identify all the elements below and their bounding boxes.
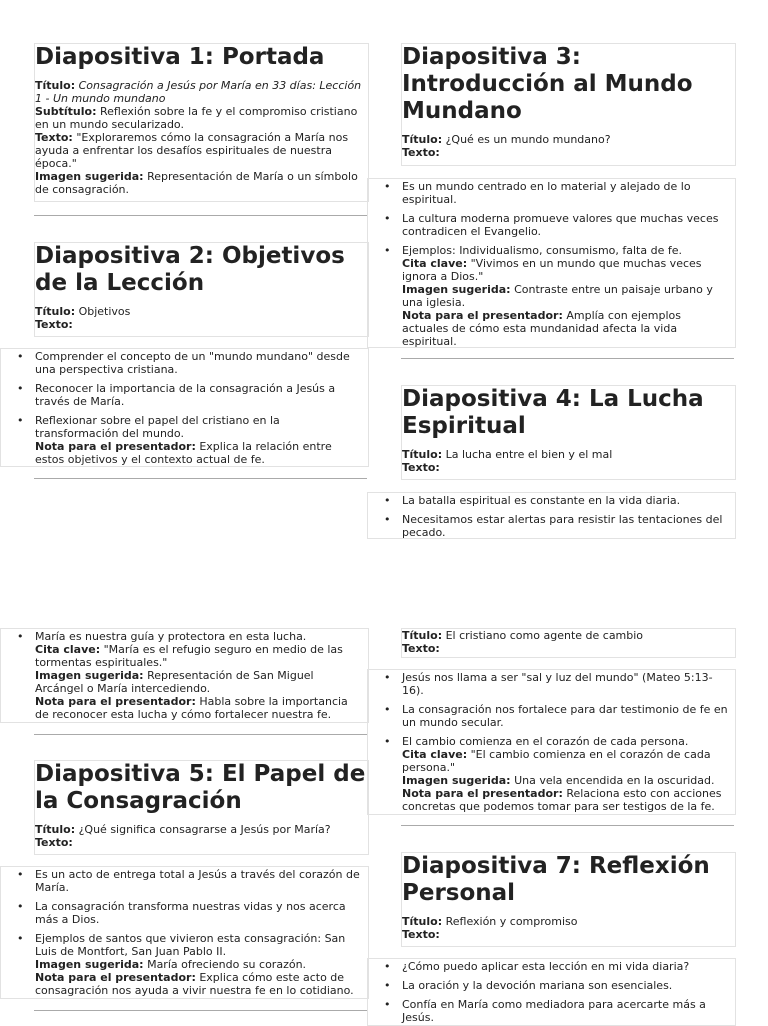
slide-7-title-row — [402, 915, 735, 928]
presenter-note-value: Amplía con ejemplos actuales de cómo esta mundanidad afecta la vida espiritual. — [402, 309, 681, 348]
key-quote-label: Cita clave: — [35, 643, 101, 656]
key-quote-value: "El cambio comienza en el corazón de cada persona." — [402, 748, 711, 774]
slide-2-title-row — [35, 305, 368, 318]
presenter-note-label: Nota para el presentador: — [402, 309, 563, 322]
image-label: Imagen sugerida: — [402, 774, 511, 787]
list-item: • Reconocer la importancia de la consagración a Jesús a través de María. — [35, 382, 360, 408]
divider — [401, 358, 734, 359]
list-item: • La oración y la devoción mariana son esenciales. — [402, 979, 732, 992]
divider — [34, 1010, 367, 1011]
text-label: Texto: — [402, 928, 440, 941]
presenter-note-value: Habla sobre la importancia de reconocer esta lucha y cómo fortalecer nuestra fe. — [35, 695, 348, 721]
slide-3-text-row — [402, 146, 735, 159]
title-value: ¿Qué significa consagrarse a Jesús por María? — [78, 823, 331, 836]
list-item: • Confía en María como mediadora para acercarte más a Jesús. — [402, 998, 732, 1024]
slide-2-header — [34, 242, 369, 337]
divider — [34, 215, 367, 216]
slide-5-text-row — [35, 836, 368, 849]
slide-1-subtitle-row — [35, 105, 368, 131]
slide-4-header — [401, 385, 736, 480]
text-value: "Exploraremos cómo la consagración a María nos ayuda a enfrentar los desafíos espirituales de nuestra época." — [35, 131, 349, 170]
list-item — [402, 735, 732, 813]
title-label: Título: — [35, 79, 76, 92]
image-label: Imagen sugerida: — [35, 170, 144, 183]
list-item-text: María es nuestra guía y protectora en esta lucha. — [35, 630, 307, 643]
list-item: • La cultura moderna promueve valores que muchas veces contradicen el Evangelio. — [402, 212, 727, 238]
slide-5-title-row — [35, 823, 368, 836]
slide-6-list — [367, 669, 736, 815]
slide-1-heading: Diapositiva 1: Portada — [35, 44, 325, 70]
slide-4-continued-list — [0, 628, 369, 723]
list-item — [35, 414, 360, 466]
slide-1-header — [34, 43, 369, 202]
slide-7-text-row — [402, 928, 735, 941]
slide-3-header — [401, 43, 736, 166]
slide-5-heading: Diapositiva 5: El Papel de la Consagración — [35, 761, 366, 814]
list-item: • Jesús nos llama a ser "sal y luz del mundo" (Mateo 5:13-16). — [402, 671, 732, 697]
slide-4-text-row — [402, 461, 735, 474]
list-item-text: El cambio comienza en el corazón de cada persona. — [402, 735, 689, 748]
slide-4-title-row — [402, 448, 735, 461]
presenter-note-value: Explica cómo este acto de consagración nos ayuda a vivir nuestra fe en lo cotidiano. — [35, 971, 354, 997]
slide-5-list — [0, 866, 369, 999]
slide-4-list — [367, 492, 736, 539]
title-label: Título: — [402, 915, 443, 928]
slide-2-text-row — [35, 318, 368, 331]
key-quote-value: "María es el refugio seguro en medio de las tormentas espirituales." — [35, 643, 343, 669]
slide-6-header — [401, 628, 736, 658]
slide-5-header — [34, 760, 369, 855]
list-item — [402, 244, 727, 348]
image-value: Representación de San Miguel Arcángel o María intercediendo. — [35, 669, 314, 695]
list-item — [35, 630, 360, 721]
text-label: Texto: — [402, 146, 440, 159]
list-item: • La consagración nos fortalece para dar testimonio de fe en un mundo secular. — [402, 703, 732, 729]
image-value: Una vela encendida en la oscuridad. — [514, 774, 715, 787]
key-quote-label: Cita clave: — [402, 748, 468, 761]
slide-7-heading: Diapositiva 7: Reflexión Personal — [402, 853, 710, 906]
title-label: Título: — [402, 629, 443, 642]
list-item: • Es un acto de entrega total a Jesús a través del corazón de María. — [35, 868, 365, 894]
title-label: Título: — [402, 133, 443, 146]
slide-1-text-row — [35, 131, 368, 170]
image-label: Imagen sugerida: — [35, 669, 144, 682]
list-item-text: Ejemplos: Individualismo, consumismo, falta de fe. — [402, 244, 682, 257]
image-value: Contraste entre un paisaje urbano y una iglesia. — [402, 283, 713, 309]
text-label: Texto: — [402, 642, 440, 655]
slide-3-list — [367, 178, 736, 348]
list-item-text: Ejemplos de santos que vivieron esta consagración: San Luis de Montfort, San Juan Pablo II. — [35, 932, 346, 958]
presenter-note-label: Nota para el presentador: — [35, 971, 196, 984]
key-quote-value: "Vivimos en un mundo que muchas veces ignora a Dios." — [402, 257, 702, 283]
slide-1-image-row — [35, 170, 368, 196]
image-label: Imagen sugerida: — [35, 958, 144, 971]
text-label: Texto: — [35, 131, 73, 144]
slide-1-title-row — [35, 79, 368, 105]
list-item: • ¿Cómo puedo aplicar esta lección en mi vida diaria? — [402, 960, 732, 973]
slide-3-heading: Diapositiva 3: Introducción al Mundo Mundano — [402, 44, 693, 124]
divider — [401, 825, 734, 826]
title-label: Título: — [35, 305, 76, 318]
text-label: Texto: — [35, 836, 73, 849]
list-item: • La consagración transforma nuestras vidas y nos acerca más a Dios. — [35, 900, 365, 926]
slide-7-header — [401, 852, 736, 947]
title-value: La lucha entre el bien y el mal — [445, 448, 613, 461]
list-item: • Necesitamos estar alertas para resistir las tentaciones del pecado. — [402, 513, 727, 539]
list-item: • Comprender el concepto de un "mundo mundano" desde una perspectiva cristiana. — [35, 350, 360, 376]
title-value: Objetivos — [78, 305, 131, 318]
list-item: • Es un mundo centrado en lo material y alejado de lo espiritual. — [402, 180, 727, 206]
slide-4-heading: Diapositiva 4: La Lucha Espiritual — [402, 386, 704, 439]
presenter-note-label: Nota para el presentador: — [402, 787, 563, 800]
list-item — [35, 932, 365, 997]
divider — [34, 734, 367, 735]
text-label: Texto: — [35, 318, 73, 331]
slide-7-list — [367, 958, 736, 1026]
title-label: Título: — [35, 823, 76, 836]
slide-6-text-row — [402, 642, 735, 655]
key-quote-label: Cita clave: — [402, 257, 468, 270]
slide-2-list — [0, 348, 369, 467]
presenter-note-label: Nota para el presentador: — [35, 695, 196, 708]
subtitle-label: Subtítulo: — [35, 105, 97, 118]
presenter-note-value: Explica la relación entre estos objetivos y el contexto actual de fe. — [35, 440, 332, 466]
title-value: Consagración a Jesús por María en 33 días: Lección 1 - Un mundo mundano — [35, 79, 362, 105]
text-label: Texto: — [402, 461, 440, 474]
slide-2-heading: Diapositiva 2: Objetivos de la Lección — [35, 243, 345, 296]
title-value: ¿Qué es un mundo mundano? — [445, 133, 611, 146]
image-value: María ofreciendo su corazón. — [147, 958, 307, 971]
slide-6-title-row — [402, 629, 735, 642]
slide-3-title-row — [402, 133, 735, 146]
subtitle-value: Reflexión sobre la fe y el compromiso cristiano en un mundo secularizado. — [35, 105, 358, 131]
presenter-note-label: Nota para el presentador: — [35, 440, 196, 453]
divider — [34, 478, 367, 479]
image-label: Imagen sugerida: — [402, 283, 511, 296]
presenter-note-value: Relaciona esto con acciones concretas que podemos tomar para ser testigos de la fe. — [402, 787, 722, 813]
list-item: • La batalla espiritual es constante en la vida diaria. — [402, 494, 727, 507]
image-value: Representación de María o un símbolo de consagración. — [35, 170, 358, 196]
title-value: El cristiano como agente de cambio — [445, 629, 644, 642]
list-item-text: Reflexionar sobre el papel del cristiano en la transformación del mundo. — [35, 414, 280, 440]
title-label: Título: — [402, 448, 443, 461]
title-value: Reflexión y compromiso — [445, 915, 578, 928]
